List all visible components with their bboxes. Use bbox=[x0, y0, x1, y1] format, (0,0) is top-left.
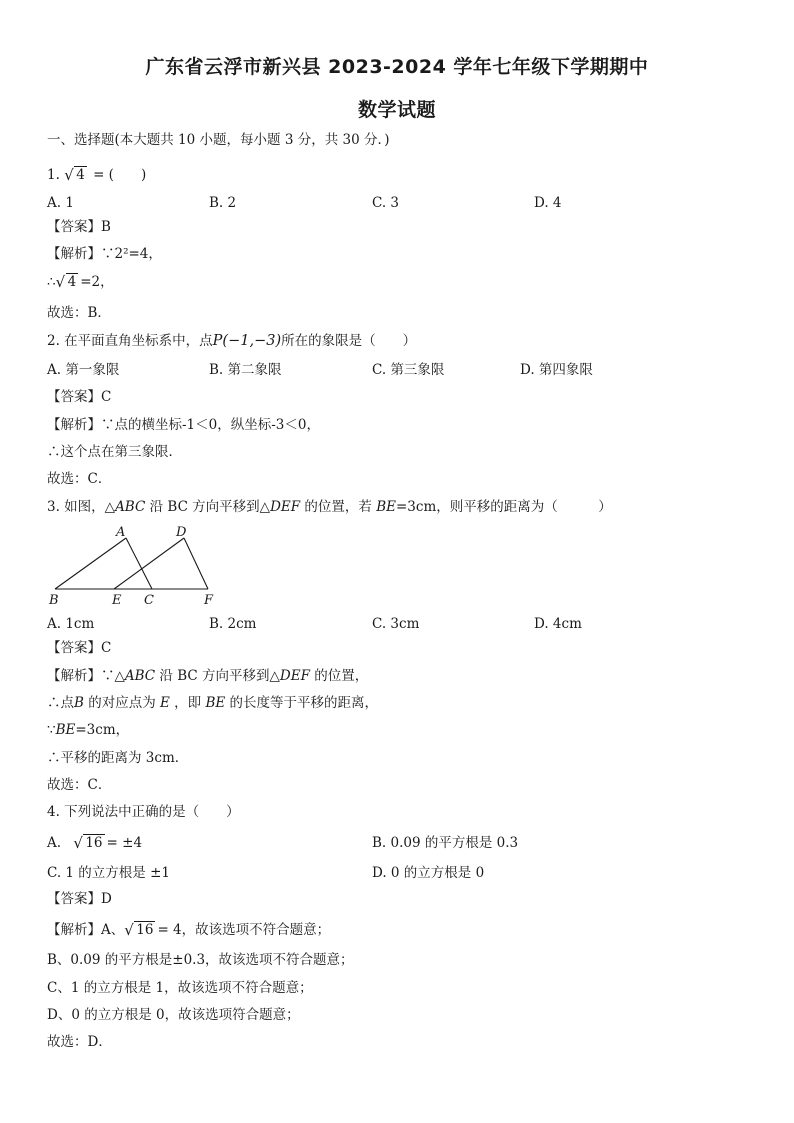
q4-explanation-2: B、0.09 的平方根是±0.3，故该选项不符合题意； bbox=[47, 952, 354, 968]
q3-explanation-2 bbox=[47, 694, 378, 712]
page-subtitle: 数学试题 bbox=[357, 99, 436, 121]
q4-option-d: D. 0 的立方根是 0 bbox=[372, 865, 485, 881]
q3-segment-be: BE bbox=[376, 499, 396, 515]
q1-exp-radicand: 4 bbox=[67, 274, 77, 290]
q4-option-a-label: A. bbox=[47, 835, 62, 851]
q1-stem bbox=[47, 166, 146, 184]
page-title: 广东省云浮市新兴县 2023-2024 学年七年级下学期期中 bbox=[145, 56, 649, 78]
q4-option-a-result: = ±4 bbox=[106, 835, 143, 851]
segment-ab bbox=[55, 538, 126, 589]
q3-explanation-3 bbox=[47, 721, 129, 739]
q4-stem: 4. 下列说法中正确的是（ ） bbox=[47, 804, 240, 820]
label-f: F bbox=[204, 593, 214, 608]
q1-stem-tail: = ( ) bbox=[93, 167, 147, 183]
label-d: D bbox=[176, 525, 187, 540]
section-heading: 一、选择题(本大题共 10 小题，每小题 3 分，共 30 分．) bbox=[47, 132, 390, 148]
q2-stem-pre: 2. 在平面直角坐标系中，点 bbox=[47, 333, 213, 349]
q4-option-b: B. 0.09 的平方根是 0.3 bbox=[372, 835, 519, 851]
q4-exp1-post: = 4，故该选项不符合题意； bbox=[157, 922, 331, 938]
q1-number: 1. bbox=[47, 167, 60, 183]
q3-explanation-4: ∴平移的距离为 3cm． bbox=[47, 750, 189, 766]
sqrt-symbol: √ 4 bbox=[64, 166, 85, 184]
label-b: B bbox=[49, 593, 59, 608]
q3-exp2-d: E bbox=[160, 695, 170, 711]
q3-exp1-c: 的位置， bbox=[309, 668, 369, 684]
q4-exp1-radicand: 16 bbox=[136, 922, 154, 938]
q4-answer: 【答案】D bbox=[47, 891, 112, 907]
q1-option-b: B. 2 bbox=[209, 195, 237, 211]
q3-exp2-b: B bbox=[74, 695, 84, 711]
q3-option-c: C. 3cm bbox=[372, 616, 420, 632]
q3-triangle-abc: ABC bbox=[115, 499, 146, 515]
segment-de bbox=[114, 538, 184, 589]
q1-option-a: A. 1 bbox=[47, 195, 74, 211]
segment-df bbox=[184, 538, 208, 589]
q1-explanation-1: 【解析】∵2²=4， bbox=[47, 246, 162, 262]
q4-explanation-1 bbox=[47, 921, 330, 939]
q4-explanation-3: C、1 的立方根是 1，故该选项不符合题意； bbox=[47, 980, 313, 996]
q3-stem-b: 沿 BC 方向平移到△ bbox=[145, 499, 271, 515]
q4-option-a bbox=[47, 834, 142, 852]
label-a: A bbox=[116, 525, 126, 540]
q3-triangle-def: DEF bbox=[270, 499, 301, 515]
q3-exp2-f: BE bbox=[205, 695, 226, 711]
q1-answer: 【答案】B bbox=[47, 219, 111, 235]
q3-exp1-b: 沿 BC 方向平移到△ bbox=[155, 668, 280, 684]
q3-exp1-def: DEF bbox=[279, 668, 310, 684]
q3-exp2-g: 的长度等于平移的距离， bbox=[225, 695, 379, 711]
q1-exp-result: =2， bbox=[80, 274, 114, 290]
sqrt-symbol: √ 4 bbox=[55, 273, 77, 291]
q3-exp2-a: ∴点 bbox=[47, 695, 74, 711]
q1-radicand: 4 bbox=[76, 167, 85, 183]
q4-exp1-pre: 【解析】A、 bbox=[47, 922, 125, 938]
sqrt-symbol: √ 16 bbox=[124, 921, 154, 939]
q2-option-a: A. 第一象限 bbox=[47, 362, 120, 378]
q3-option-d: D. 4cm bbox=[534, 616, 582, 632]
q3-figure bbox=[40, 522, 230, 610]
q1-explanation-2 bbox=[47, 273, 114, 291]
q3-option-b: B. 2cm bbox=[209, 616, 257, 632]
q3-exp1-a: 【解析】∵△ bbox=[47, 668, 125, 684]
q4-explanation-4: D、0 的立方根是 0，故该选项符合题意； bbox=[47, 1007, 300, 1023]
q2-option-c: C. 第三象限 bbox=[372, 362, 445, 378]
q2-explanation-1: 【解析】∵点的横坐标-1＜0，纵坐标-3＜0， bbox=[47, 417, 320, 433]
q3-exp2-e: ，即 bbox=[169, 695, 206, 711]
q2-stem-post: 所在的象限是（ ） bbox=[281, 333, 417, 349]
q3-final: 故选：C． bbox=[47, 777, 112, 793]
sqrt-symbol: √ 16 bbox=[73, 834, 103, 852]
q3-stem-c: 的位置，若 bbox=[300, 499, 377, 515]
label-e: E bbox=[112, 593, 122, 608]
q3-stem-a: 3. 如图，△ bbox=[47, 499, 116, 515]
q4-final: 故选：D． bbox=[47, 1034, 112, 1050]
q2-answer: 【答案】C bbox=[47, 389, 112, 405]
q3-answer: 【答案】C bbox=[47, 640, 112, 656]
therefore-symbol: ∴ bbox=[47, 274, 56, 290]
q2-explanation-2: ∴这个点在第三象限． bbox=[47, 444, 182, 460]
q3-explanation-1 bbox=[47, 667, 368, 685]
q4-option-c: C. 1 的立方根是 ±1 bbox=[47, 865, 171, 881]
q3-exp1-abc: ABC bbox=[124, 668, 156, 684]
q1-option-d: D. 4 bbox=[534, 195, 562, 211]
q3-exp3-c: =3cm， bbox=[75, 722, 130, 738]
because-symbol: ∵ bbox=[47, 722, 56, 738]
q3-stem-d: =3cm，则平移的距离为（ ） bbox=[396, 499, 612, 515]
q3-exp2-c: 的对应点为 bbox=[83, 695, 161, 711]
q3-exp3-be: BE bbox=[55, 722, 76, 738]
q1-final: 故选：B． bbox=[47, 305, 111, 321]
label-c: C bbox=[144, 593, 154, 608]
q2-option-d: D. 第四象限 bbox=[520, 362, 593, 378]
q4-option-a-radicand: 16 bbox=[85, 835, 103, 851]
q2-option-b: B. 第二象限 bbox=[209, 362, 282, 378]
q1-option-c: C. 3 bbox=[372, 195, 400, 211]
q2-point: P(−1,−3) bbox=[212, 333, 282, 349]
q3-stem bbox=[47, 498, 612, 516]
q2-final: 故选：C． bbox=[47, 471, 112, 487]
q3-option-a: A. 1cm bbox=[47, 616, 95, 632]
q2-stem bbox=[47, 332, 416, 350]
